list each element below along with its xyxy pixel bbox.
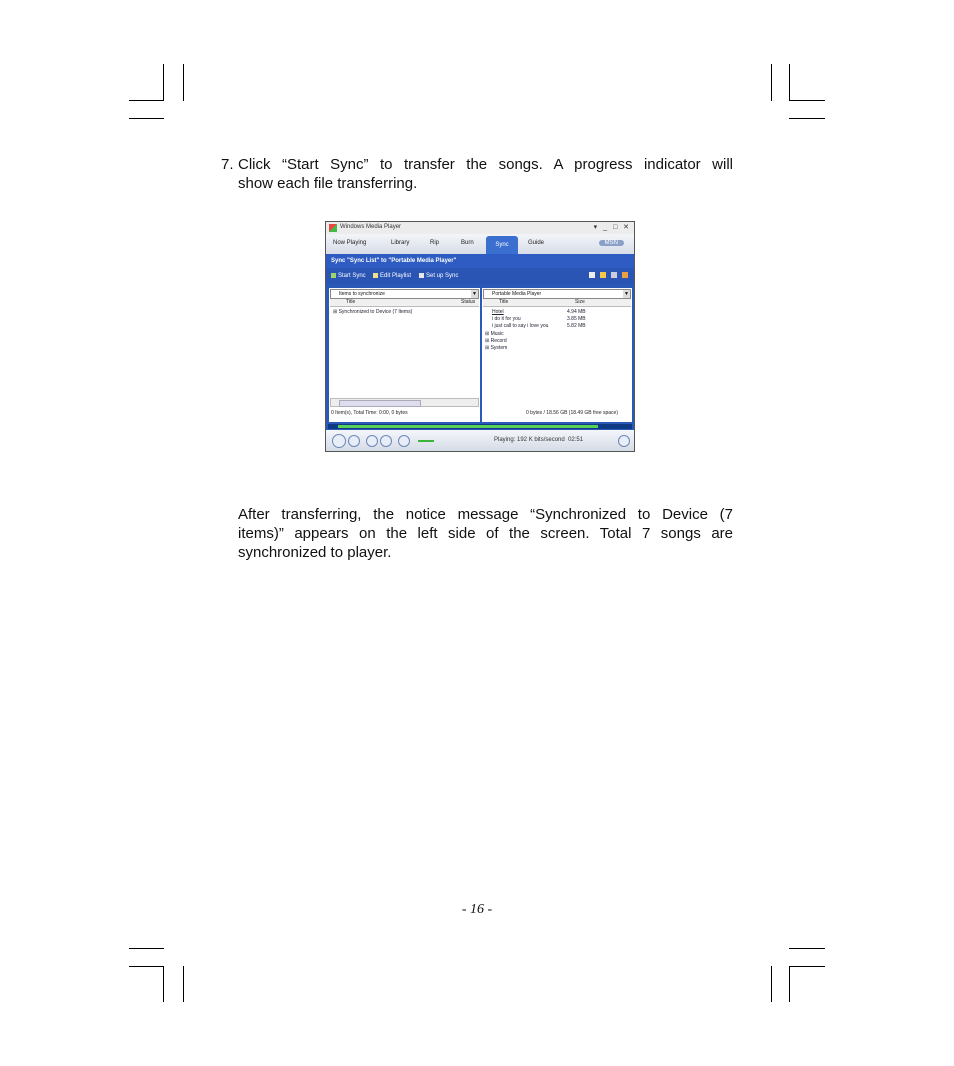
- table-row[interactable]: i just call to say i love you 5.82 MB: [492, 323, 586, 329]
- window-titlebar: [326, 222, 634, 234]
- seek-progress: [338, 425, 598, 428]
- col-title[interactable]: Title: [499, 299, 509, 305]
- crop-mark: [129, 100, 164, 101]
- after-transfer-paragraph: [238, 505, 733, 562]
- mute-button[interactable]: [398, 435, 410, 447]
- player-controls: [326, 430, 634, 451]
- wmp-logo-icon: [329, 224, 337, 232]
- page-number: - 16 -: [461, 902, 493, 917]
- scroll-thumb[interactable]: [339, 400, 421, 407]
- tab-now-playing[interactable]: Now Playing: [333, 240, 367, 246]
- crop-mark: [183, 64, 184, 101]
- crop-mark: [789, 100, 825, 101]
- horizontal-scrollbar[interactable]: [330, 398, 479, 407]
- edit-playlist-button[interactable]: Edit Playlist: [373, 273, 411, 279]
- set-up-sync-button[interactable]: Set up Sync: [419, 273, 458, 279]
- sync-list-pane: [329, 288, 480, 422]
- device-pane: [482, 288, 632, 422]
- properties-icon[interactable]: [589, 272, 595, 278]
- pause-button[interactable]: [332, 434, 346, 448]
- device-dropdown[interactable]: Portable Media Player ▼: [483, 289, 631, 299]
- window-controls[interactable]: ▾ _ □ ✕: [593, 224, 631, 231]
- wmp-screenshot: [325, 221, 635, 452]
- text-line: synchronized to player.: [238, 544, 392, 561]
- crop-mark: [789, 966, 790, 1002]
- switch-mode-button[interactable]: [618, 435, 630, 447]
- toolbar-icons: [584, 272, 628, 280]
- sync-header-text: Sync "Sync List" to "Portable Media Player": [331, 258, 457, 264]
- step-instruction: [238, 155, 733, 193]
- tab-guide[interactable]: Guide: [528, 240, 545, 246]
- crop-mark: [163, 966, 164, 1002]
- tab-rip[interactable]: Rip: [430, 240, 440, 246]
- items-dropdown[interactable]: Items to synchronize ▼: [330, 289, 479, 299]
- step-number: 7.: [221, 156, 234, 173]
- crop-mark: [789, 948, 825, 949]
- crop-mark: [789, 966, 825, 967]
- msn-button[interactable]: MSN: [599, 240, 624, 246]
- crop-mark: [129, 118, 164, 119]
- chevron-down-icon: ▼: [472, 291, 477, 297]
- col-title[interactable]: Title: [346, 299, 356, 305]
- tab-library[interactable]: Library: [391, 240, 410, 246]
- column-header: [483, 299, 631, 307]
- volume-slider[interactable]: [418, 440, 434, 442]
- previous-button[interactable]: [366, 435, 378, 447]
- text-line: After transferring, the notice message “Synchronized to Device (7: [238, 506, 733, 523]
- folder-item[interactable]: ⊞ Record: [485, 338, 507, 344]
- tab-bar: [326, 234, 634, 254]
- crop-mark: [771, 64, 772, 101]
- right-status: 0 bytes / 18.56 GB (18.49 GB free space): [526, 410, 618, 416]
- crop-mark: [129, 966, 164, 967]
- text-line: items)” appears on the left side of the screen. Total 7 songs are: [238, 525, 733, 542]
- tab-burn[interactable]: Burn: [461, 240, 474, 246]
- sync-header: [326, 254, 634, 268]
- crop-mark: [183, 966, 184, 1002]
- table-row[interactable]: i do it for you 3.85 MB: [492, 316, 586, 322]
- crop-mark: [163, 64, 164, 101]
- player-status: Playing: 192 K bits/second 02:51: [494, 437, 584, 443]
- folder-item[interactable]: ⊞ System: [485, 345, 508, 351]
- sync-icon: [331, 273, 336, 278]
- start-sync-button[interactable]: Start Sync: [331, 273, 366, 279]
- table-row[interactable]: Hotel 4.94 MB: [492, 309, 586, 315]
- next-button[interactable]: [380, 435, 392, 447]
- seek-bar[interactable]: [328, 424, 632, 429]
- column-header: [330, 299, 479, 307]
- crop-mark: [789, 64, 790, 101]
- folder-icon[interactable]: [600, 272, 606, 278]
- tab-sync[interactable]: Sync: [486, 236, 518, 254]
- sync-toolbar: [326, 268, 634, 284]
- folder-item[interactable]: ⊞ Music: [485, 331, 504, 337]
- col-size[interactable]: Size: [575, 299, 585, 305]
- crop-mark: [789, 118, 825, 119]
- delete-icon[interactable]: [611, 272, 617, 278]
- settings-icon: [419, 273, 424, 278]
- col-status[interactable]: Status: [461, 299, 476, 305]
- left-status: 0 Item(s), Total Time: 0:00, 0 bytes: [331, 410, 408, 416]
- chevron-down-icon: ▼: [624, 291, 629, 297]
- edit-icon: [373, 273, 378, 278]
- window-title: Windows Media Player: [340, 224, 402, 230]
- text-line: show each file transferring.: [238, 175, 418, 192]
- stop-button[interactable]: [348, 435, 360, 447]
- list-item[interactable]: ⊞ Synchronized to Device (7 Items): [333, 309, 413, 315]
- crop-mark: [129, 948, 164, 949]
- edit-tool-icon[interactable]: [622, 272, 628, 278]
- crop-mark: [771, 966, 772, 1002]
- text-line: Click “Start Sync” to transfer the songs. A progress indicator will: [238, 156, 733, 173]
